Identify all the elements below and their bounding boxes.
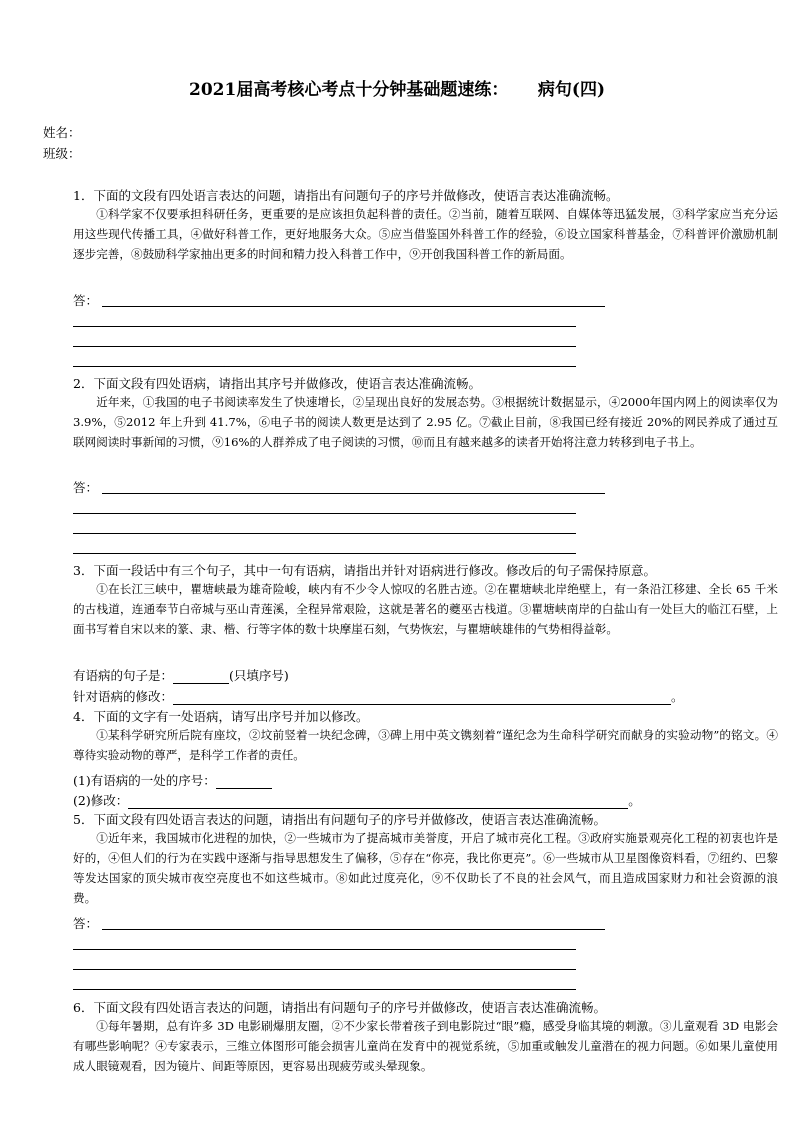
question-2-answer-label: 答： xyxy=(73,480,99,495)
question-6-prompt: 6．下面文段有四处语言表达的问题，请指出有问题句子的序号并做修改，使语言表达准确流畅。 xyxy=(73,1000,606,1015)
question-4-text: ①某科学研究所后院有座坟，②坟前竖着一块纪念碑，③碑上用中英文镌刻着“谨纪念为生命科学研究而献身的实验动物”的铭文。④尊待实验动物的尊严，是科学工作者的责任。 xyxy=(73,728,778,762)
question-3-sub1-hint: (只填序号) xyxy=(229,668,289,683)
question-5-answer-line[interactable] xyxy=(73,969,576,970)
question-3-sub1-label: 有语病的句子是： xyxy=(73,668,174,683)
page-title: 2021届高考核心考点十分钟基础题速练： 病句(四) xyxy=(189,80,605,100)
question-5-answer-line[interactable] xyxy=(102,929,605,930)
question-1-answer-label: 答： xyxy=(73,293,99,308)
question-3-sub2 xyxy=(73,687,684,705)
class-label: 班级： xyxy=(43,146,81,161)
question-1-text: ①科学家不仅要承担科研任务，更重要的是应该担负起科普的责任。②当前，随着互联网、自媒体等迅猛发展，③科学家应当充分运用这些现代传播工具，④做好科普工作，更好地服务大众。⑤应当借鉴国外科普工作的经验，⑥设立国家科普基金，⑦科普评价激励机制逐步完善，⑧鼓励科学家抽出更多的时间和精力投入科普工作中，⑨开创我国科普工作的新局面。 xyxy=(73,207,778,261)
question-1-answer-line[interactable] xyxy=(73,346,576,347)
question-2-answer-line[interactable] xyxy=(73,553,576,554)
question-2-answer-line[interactable] xyxy=(73,513,576,514)
question-1-prompt: 1．下面的文段有四处语言表达的问题，请指出有问题句子的序号并做修改，使语言表达准确流畅。 xyxy=(73,188,619,203)
question-4-sub2 xyxy=(73,791,641,809)
name-label: 姓名： xyxy=(43,125,81,140)
question-2-answer-line[interactable] xyxy=(102,493,605,494)
question-3-sub2-label: 针对语病的修改： xyxy=(73,689,174,704)
question-4-prompt: 4．下面的文字有一处语病，请写出序号并加以修改。 xyxy=(73,709,369,724)
question-4-sub1-blank[interactable] xyxy=(216,774,272,789)
question-2-text: 近年来，①我国的电子书阅读率发生了快速增长，②呈现出良好的发展态势。③根据统计数据显示，④2000年国内网上的阅读率仅为 3.9%，⑤2012 年上升到 41.7%，⑥电子书的阅读人数更是达到了 2.95 亿。⑦截止目前，⑧我国已经有接近 20%的网民养成了通过互联网阅读时事新闻的习惯，⑨16%的人群养成了电子阅读的习惯，⑩而且有越来越多的读者开始将注意力转移到电子书上。 xyxy=(73,395,778,449)
question-5-answer-label: 答： xyxy=(73,916,99,931)
question-1-answer-line[interactable] xyxy=(102,306,605,307)
question-3-sub1-blank[interactable] xyxy=(173,669,229,684)
question-3-text: ①在长江三峡中，瞿塘峡最为雄奇险峻，峡内有不少令人惊叹的名胜古迹。②在瞿塘峡北岸绝壁上，有一条沿江移建、全长 65 千米的古栈道，连通奉节白帝城与巫山青莲溪，全程异常艰险，这就是著名的夔巫古栈道。③瞿塘峡南岸的白盐山有一处巨大的临江石壁，上面书写着自宋以来的篆、隶、楷、行等字体的数十块摩崖石刻，气势恢宏，与瞿塘峡雄伟的气势相得益彰。 xyxy=(73,582,778,636)
question-4-sub1 xyxy=(73,771,272,789)
question-3-sub2-blank[interactable] xyxy=(173,690,671,705)
question-2-prompt: 2．下面文段有四处语病，请指出其序号并做修改，使语言表达准确流畅。 xyxy=(73,376,481,391)
question-6-text: ①每年暑期，总有许多 3D 电影刷爆朋友圈，②不少家长带着孩子到电影院过“眼”瘾，感受身临其境的刺激。③儿童观看 3D 电影会有哪些影响呢？④专家表示，三维立体图形可能会损害儿童尚在发育中的视觉系统，⑤加重或触发儿童潜在的视力问题。⑥如果儿童使用成人眼镜观看，因为镜片、间距等原因，更容易出现疲劳或头晕现象。 xyxy=(73,1019,778,1073)
question-5-prompt: 5．下面文段有四处语言表达的问题，请指出有问题句子的序号并做修改，使语言表达准确流畅。 xyxy=(73,812,606,827)
question-1-answer-line[interactable] xyxy=(73,366,576,367)
question-3-sub1 xyxy=(73,666,289,684)
question-5-answer-line[interactable] xyxy=(73,949,576,950)
question-4-sub2-label: (2)修改： xyxy=(73,793,129,808)
question-3-end-mark: 。 xyxy=(671,689,684,704)
question-5-text: ①近年来，我国城市化进程的加快，②一些城市为了提高城市美誉度，开启了城市亮化工程。③政府实施景观亮化工程的初衷也许是好的，④但人们的行为在实践中逐渐与指导思想发生了偏移，⑤存在“你亮，我比你更亮”。⑥一些城市从卫星图像资料看，⑦纽约、巴黎等发达国家的顶尖城市夜空亮度也不如这些城市。⑧如此过度亮化，⑨不仅助长了不良的社会风气，而且造成国家财力和社会资源的浪费。 xyxy=(73,831,778,905)
question-1-answer-line[interactable] xyxy=(73,326,576,327)
question-3-prompt: 3．下面一段话中有三个句子，其中一句有语病，请指出并针对语病进行修改。修改后的句子需保持原意。 xyxy=(73,563,656,578)
question-4-end-mark: 。 xyxy=(628,793,641,808)
question-5-answer-line[interactable] xyxy=(73,989,576,990)
question-4-sub1-label: (1)有语病的一处的序号： xyxy=(73,773,216,788)
question-2-answer-line[interactable] xyxy=(73,533,576,534)
question-4-sub2-blank[interactable] xyxy=(128,794,628,809)
